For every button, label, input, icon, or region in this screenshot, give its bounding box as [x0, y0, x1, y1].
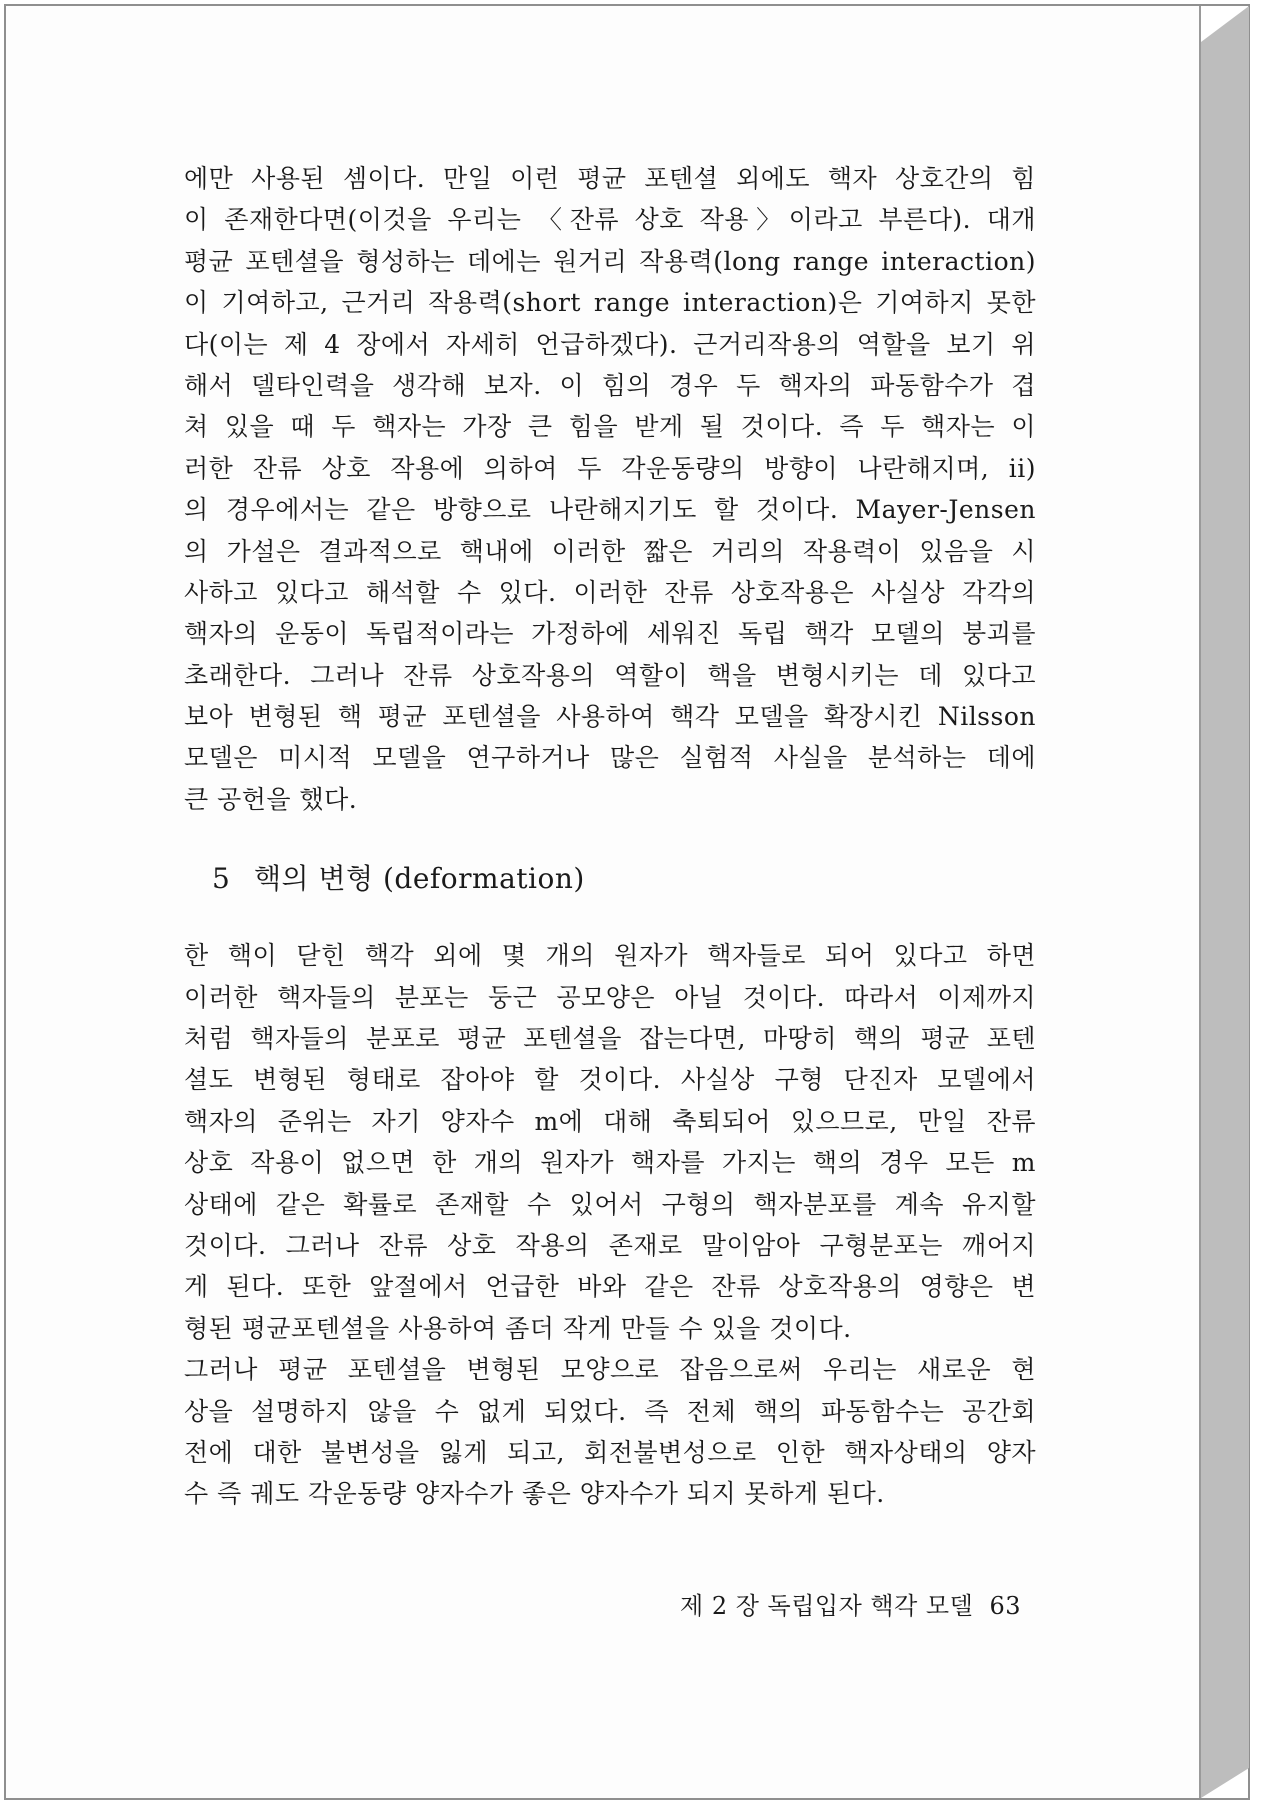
text-line: 초래한다. 그러나 잔류 상호작용의 역할이 핵을 변형시키는 데 있다고: [184, 660, 1036, 690]
text-line: 의 경우에서는 같은 방향으로 나란해지기도 할 것이다. Mayer-Jensen: [184, 495, 1036, 525]
text-line: 상태에 같은 확률로 존재할 수 있어서 구형의 핵자분포를 계속 유지할: [184, 1189, 1036, 1219]
text-line: 러한 잔류 상호 작용에 의하여 두 각운동량의 방향이 나란해지며, ii): [184, 453, 1036, 483]
text-line: 모델은 미시적 모델을 연구하거나 많은 실험적 사실을 분석하는 데에: [184, 743, 1036, 773]
text-line: 큰 공헌을 했다.: [184, 784, 358, 814]
text-line: 이 존재한다면(이것을 우리는 〈잔류 상호 작용〉이라고 부른다). 대개: [184, 205, 1036, 235]
text-line: 이 기여하고, 근거리 작용력(short range interaction)은 기여하지 못한: [184, 288, 1036, 318]
text-line: 셜도 변형된 형태로 잡아야 할 것이다. 사실상 구형 단진자 모델에서: [184, 1065, 1036, 1095]
text-line: 의 가설은 결과적으로 핵내에 이러한 짧은 거리의 작용력이 있음을 시: [184, 536, 1036, 566]
book-spine: [1201, 6, 1249, 1798]
text-line: 사하고 있다고 해석할 수 있다. 이러한 잔류 상호작용은 사실상 각각의: [184, 577, 1036, 607]
page-content: [184, 158, 1036, 1515]
text-line: 다(이는 제 4 장에서 자세히 언급하겠다). 근거리작용의 역할을 보기 위: [184, 329, 1036, 359]
section-number: 5: [212, 862, 231, 896]
text-line: 전에 대한 불변성을 잃게 되고, 회전불변성으로 인한 핵자상태의 양자: [184, 1437, 1036, 1467]
text-line: 형된 평균포텐셜을 사용하여 좀더 작게 만들 수 있을 것이다.: [184, 1313, 852, 1343]
text-line: 보아 변형된 핵 평균 포텐셜을 사용하여 핵각 모델을 확장시킨 Nilsson: [184, 702, 1036, 732]
text-line: 쳐 있을 때 두 핵자는 가장 큰 힘을 받게 될 것이다. 즉 두 핵자는 이: [184, 412, 1036, 442]
text-line: 수 즉 궤도 각운동량 양자수가 좋은 양자수가 되지 못하게 된다.: [184, 1479, 885, 1509]
section-heading: [184, 859, 1036, 899]
text-line: 핵자의 운동이 독립적이라는 가정하에 세워진 독립 핵각 모델의 붕괴를: [184, 619, 1036, 649]
text-line: 처럼 핵자들의 분포로 평균 포텐셜을 잡는다면, 마땅히 핵의 평균 포텐: [184, 1024, 1036, 1054]
text-line: 것이다. 그러나 잔류 상호 작용의 존재로 말이암아 구형분포는 깨어지: [184, 1230, 1036, 1260]
text-line: 평균 포텐셜을 형성하는 데에는 원거리 작용력(long range interaction): [184, 246, 1036, 276]
section-title: 핵의 변형 (deformation): [254, 862, 585, 896]
text-line: 상호 작용이 없으면 한 개의 원자가 핵자를 가지는 핵의 경우 모든 m: [184, 1148, 1036, 1178]
running-footer: [680, 1586, 1022, 1621]
text-line: 이러한 핵자들의 분포는 둥근 공모양은 아닐 것이다. 따라서 이제까지: [184, 982, 1036, 1012]
paragraph-2: [184, 1349, 1036, 1515]
text-line: 해서 델타인력을 생각해 보자. 이 힘의 경우 두 핵자의 파동함수가 겹: [184, 370, 1036, 400]
page-number: 63: [989, 1592, 1022, 1620]
text-line: 한 핵이 닫힌 핵각 외에 몇 개의 원자가 핵자들로 되어 있다고 하면: [184, 941, 1036, 971]
chapter-title: 제 2 장 독립입자 핵각 모델: [680, 1592, 974, 1620]
text-line: 그러나 평균 포텐셜을 변형된 모양으로 잡음으로써 우리는 새로운 현: [184, 1355, 1036, 1385]
paragraph-top: [184, 158, 1036, 820]
text-line: 에만 사용된 셈이다. 만일 이런 평균 포텐셜 외에도 핵자 상호간의 힘: [184, 164, 1036, 193]
text-line: 게 된다. 또한 앞절에서 언급한 바와 같은 잔류 상호작용의 영향은 변: [184, 1272, 1036, 1302]
paragraph-1: [184, 935, 1036, 1349]
text-line: 핵자의 준위는 자기 양자수 m에 대해 축퇴되어 있으므로, 만일 잔류: [184, 1106, 1036, 1136]
text-line: 상을 설명하지 않을 수 없게 되었다. 즉 전체 핵의 파동함수는 공간회: [184, 1396, 1036, 1426]
